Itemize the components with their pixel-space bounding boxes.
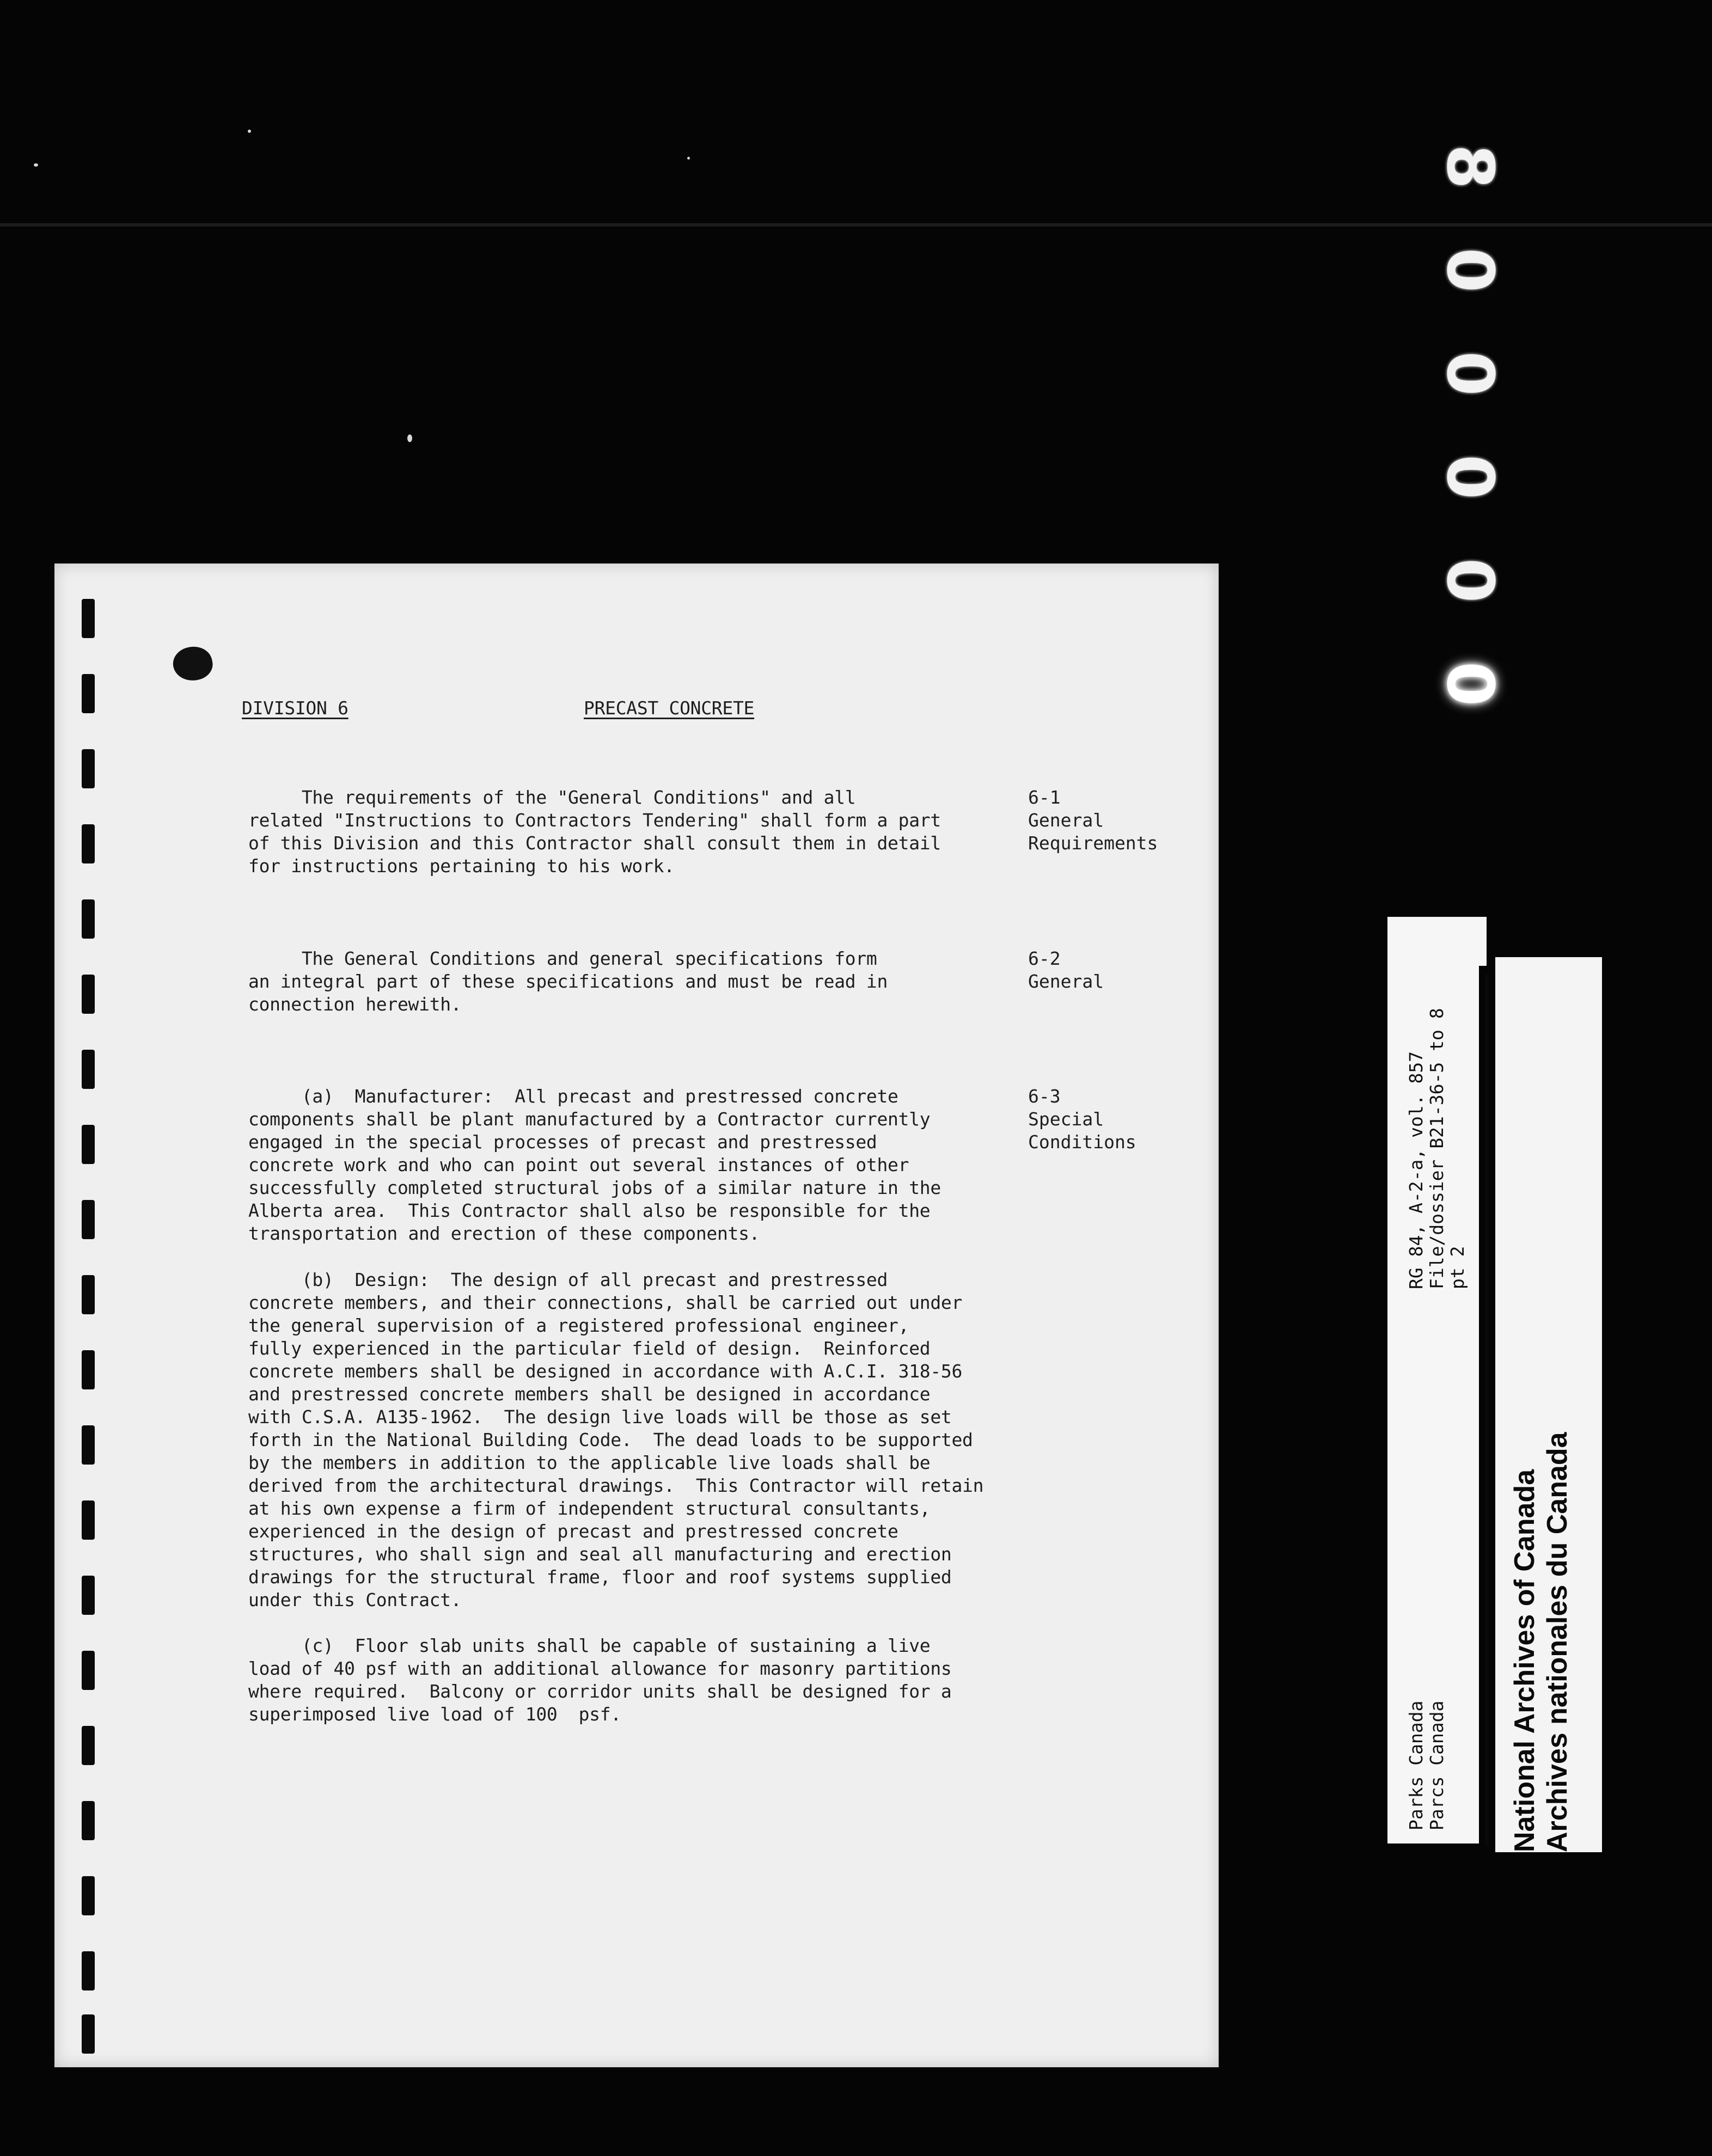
binder-hole xyxy=(82,1050,95,1089)
frame-digit: 0 xyxy=(1433,247,1508,293)
institution-block xyxy=(1508,1432,1574,1852)
binder-holes xyxy=(82,599,103,2042)
binder-hole xyxy=(82,749,95,788)
division-label: DIVISION 6 xyxy=(242,697,348,719)
archive-reference-block xyxy=(1406,1008,1468,1289)
binder-hole xyxy=(82,1576,95,1615)
section-6-3b-body: (b) Design: The design of all precast and prestressed concrete members, and their connections, shall be carried out under the general supervision of a registered professional engineer, fully experienced in the particular field of design. Reinforced concrete members shall be designed in accordance with A.C.I. 318-56 and prestressed concrete members shall be designed in accordance with C.S.A. A135-1962. The design live loads will be those as set forth in the National Building Code. The dead loads to be supported by the members in addition to the applicable live loads shall be derived from the architectural drawings. This Contractor will retain at his own expense a firm of independent structural consultants, experienced in the design of precast and prestressed concrete structures, who shall sign and seal all manufacturing and erection drawings for the structural frame, floor and roof systems supplied under this Contract. xyxy=(248,1269,984,1610)
binder-hole xyxy=(82,2014,95,2054)
binder-hole xyxy=(82,1801,95,1840)
frame-digit: 0 xyxy=(1433,454,1508,500)
frame-number xyxy=(1433,136,1519,757)
binder-hole xyxy=(82,1350,95,1389)
binder-hole xyxy=(82,1951,95,1990)
binder-hole xyxy=(82,1876,95,1915)
archive-label-tab xyxy=(1470,917,1487,966)
binder-hole xyxy=(82,599,95,638)
document-title: PRECAST CONCRETE xyxy=(584,697,755,719)
film-speck xyxy=(34,163,38,167)
binder-hole xyxy=(82,1200,95,1239)
agency-fr: Parcs Canada xyxy=(1426,1700,1447,1830)
film-speck xyxy=(687,157,690,160)
section-6-1-body: The requirements of the "General Conditions" and all related "Instructions to Contractors Tendering" shall form a part of this Division and this Contractor shall consult them in detail for instructions pertaining to his work. xyxy=(248,787,941,877)
archive-agency-block xyxy=(1406,1701,1447,1830)
archive-file: File/dossier B21-36-5 to 8 xyxy=(1426,1008,1447,1289)
section-6-3a-body: (a) Manufacturer: All precast and prestressed concrete components shall be plant manufactured by a Contractor currently engaged in the special processes of precast and prestressed concrete work and who can point out several instances of other successfully completed structural jobs of a similar nature in the Alberta area. This Contractor shall also be responsible for the transportation and erection of these components. xyxy=(248,1086,941,1244)
institution-en: National Archives of Canada xyxy=(1509,1469,1540,1852)
section-6-3c-body: (c) Floor slab units shall be capable of sustaining a live load of 40 psf with an additional allowance for masonry partitions where required. Balcony or corridor units shall be designed for a superimposed live load of 100 psf. xyxy=(248,1635,952,1725)
archive-label-divider xyxy=(1485,975,1489,1846)
frame-digit: 8 xyxy=(1433,144,1508,189)
binder-hole xyxy=(82,674,95,713)
frame-digit: 0 xyxy=(1433,351,1508,396)
binder-hole xyxy=(82,1125,95,1164)
film-speck xyxy=(407,434,412,442)
section-6-2-body: The General Conditions and general specifications form an integral part of these specifications and must be read in connection herewith. xyxy=(248,948,888,1015)
binder-hole xyxy=(82,899,95,939)
archive-reference: RG 84, A-2-a, vol. 857 xyxy=(1405,1051,1427,1289)
binder-hole xyxy=(82,1500,95,1540)
binder-hole xyxy=(82,1651,95,1690)
agency-en: Parks Canada xyxy=(1405,1700,1427,1830)
binder-hole xyxy=(82,1726,95,1765)
frame-digit: 0 xyxy=(1433,661,1508,707)
section-6-1-margin: 6-1 General Requirements xyxy=(1028,787,1158,854)
binder-hole xyxy=(82,975,95,1014)
institution-fr: Archives nationales du Canada xyxy=(1542,1432,1573,1852)
binder-hole xyxy=(82,1425,95,1465)
binder-hole xyxy=(82,824,95,863)
binder-hole xyxy=(82,1275,95,1314)
film-speck xyxy=(248,130,251,133)
section-6-2-margin: 6-2 General xyxy=(1028,948,1104,992)
archive-part: pt 2 xyxy=(1447,1246,1468,1289)
section-6-3-margin: 6-3 Special Conditions xyxy=(1028,1086,1136,1153)
frame-digit: 0 xyxy=(1433,558,1508,603)
